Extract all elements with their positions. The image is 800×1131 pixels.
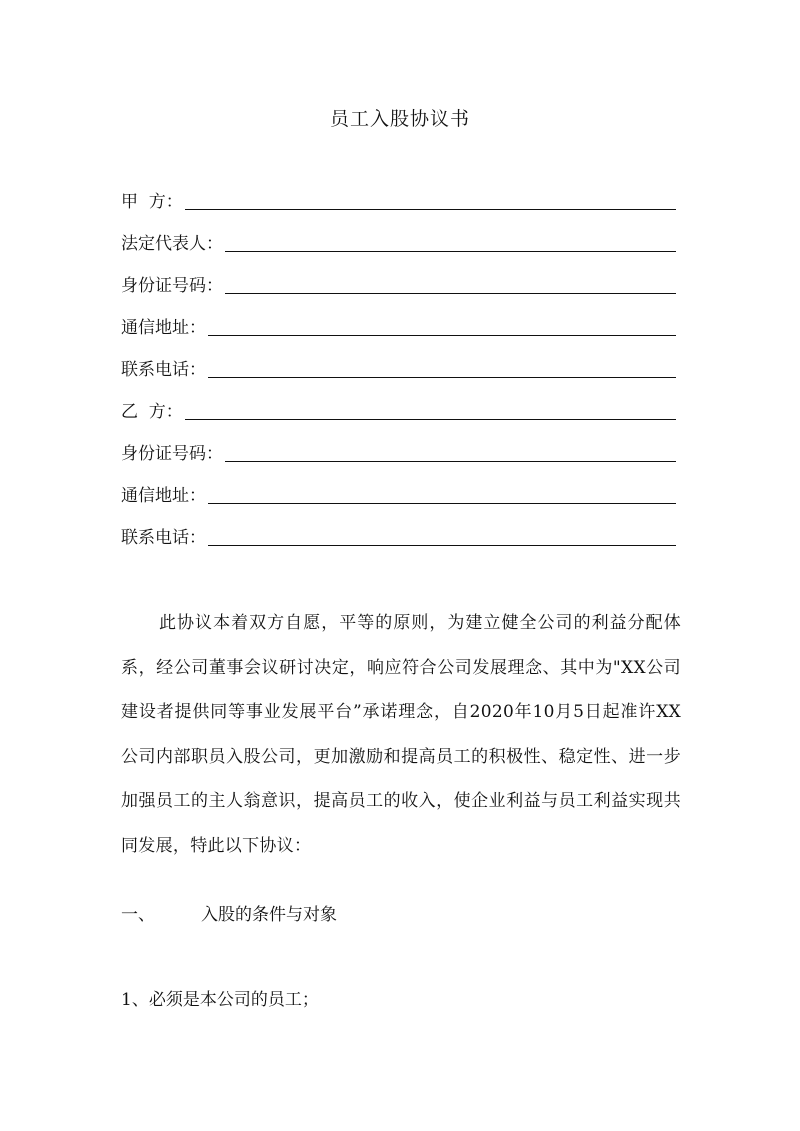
party-b-blank-line	[185, 399, 676, 420]
legal-representative-blank-line	[225, 231, 676, 252]
party-b-id-number-blank-line	[225, 441, 676, 462]
party-a-id-number-blank-line	[225, 273, 676, 294]
party-b-label: 乙 方：	[121, 402, 183, 422]
section-title: 入股的条件与对象	[201, 905, 337, 925]
party-a-address-field	[121, 311, 676, 339]
party-b-address-label: 通信地址：	[121, 486, 206, 506]
party-b-phone-blank-line	[208, 525, 676, 546]
section-heading	[121, 903, 337, 927]
party-a-blank-line	[185, 189, 676, 210]
party-a-phone-label: 联系电话：	[121, 360, 206, 380]
clause-item: 1、必须是本公司的员工；	[121, 990, 319, 1010]
party-b-phone-label: 联系电话：	[121, 528, 206, 548]
party-a-phone-field	[121, 353, 676, 381]
party-b-address-blank-line	[208, 483, 676, 504]
party-a-field	[121, 185, 676, 213]
party-b-id-number-field	[121, 437, 676, 465]
legal-representative-field	[121, 227, 676, 255]
section-number: 一、	[121, 905, 155, 925]
party-a-address-label: 通信地址：	[121, 318, 206, 338]
party-a-label: 甲 方：	[121, 192, 183, 212]
party-b-field	[121, 395, 676, 423]
document-title: 员工入股协议书	[329, 108, 470, 130]
intro-paragraph: 此协议本着双方自愿，平等的原则，为建立健全公司的利益分配体系，经公司董事会议研讨决定，响应符合公司发展理念、其中为"XX公司建设者提供同等事业发展平台”承诺理念，自2020年10月5日起准许XX公司内部职员入股公司，更加激励和提高员工的积极性、稳定性、进一步加强员工的主人翁意识，提高员工的收入，使企业利益与员工利益实现共同发展，特此以下协议：	[121, 613, 681, 856]
party-a-id-number-field	[121, 269, 676, 297]
party-a-phone-blank-line	[208, 357, 676, 378]
party-b-phone-field	[121, 521, 676, 549]
party-b-id-number-label: 身份证号码：	[121, 444, 223, 464]
party-b-address-field	[121, 479, 676, 507]
party-a-address-blank-line	[208, 315, 676, 336]
party-a-id-number-label: 身份证号码：	[121, 276, 223, 296]
legal-representative-label: 法定代表人：	[121, 234, 223, 254]
